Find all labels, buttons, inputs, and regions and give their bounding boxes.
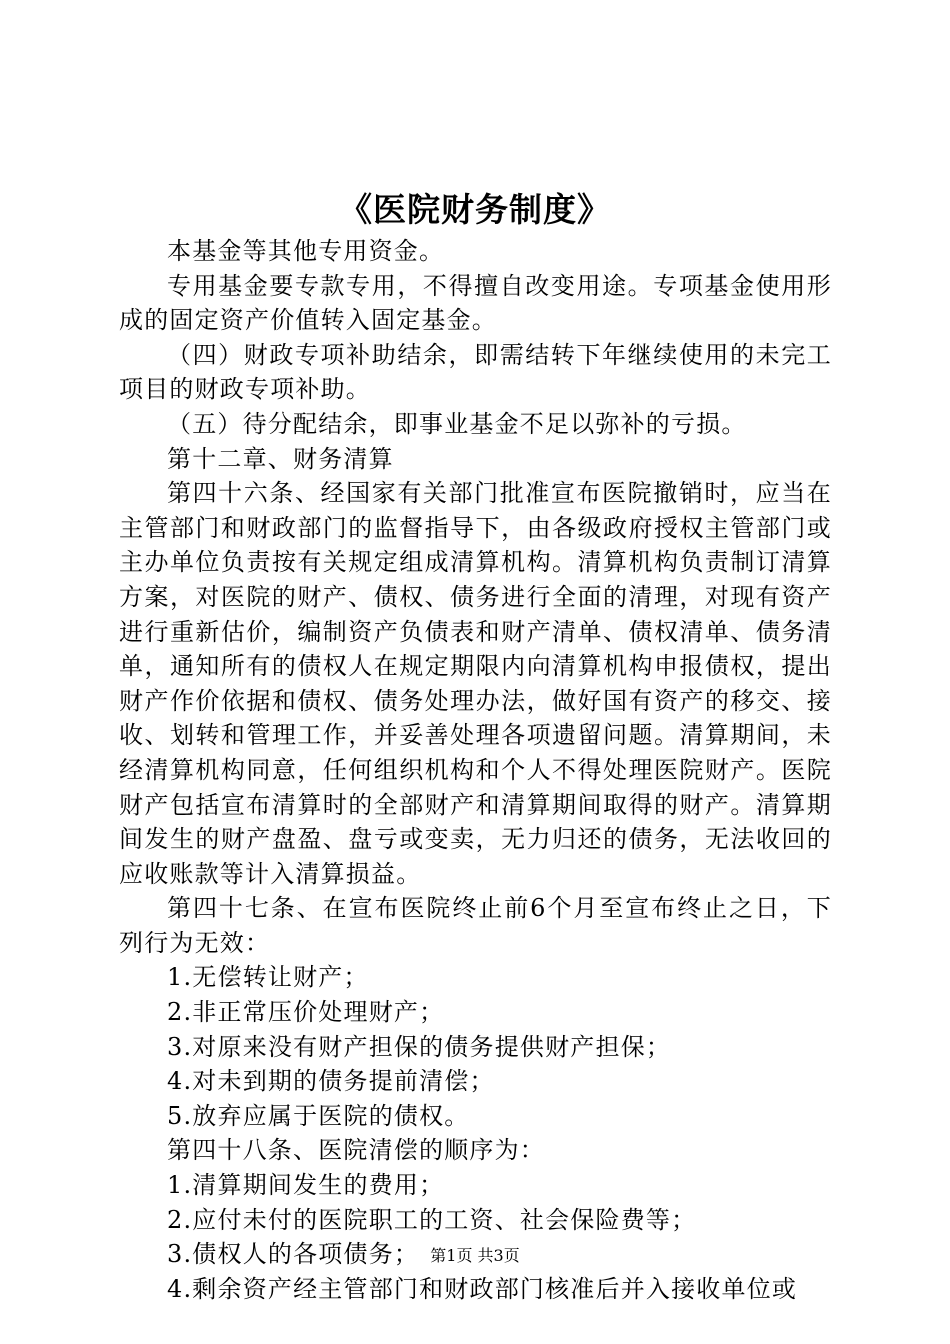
- list-item: 3.债权人的各项债务；: [167, 1240, 420, 1269]
- list-item: 1.无偿转让财产；: [167, 963, 369, 992]
- page-title: 《医院财务制度》: [339, 190, 611, 229]
- paragraph-2: 专用基金要专款专用，不得擅自改变用途。专项基金使用形成的固定资产价值转入固定基金。: [119, 271, 832, 335]
- paragraph-1: 本基金等其他专用资金。: [167, 237, 445, 265]
- list-item: 2.非正常压价处理财产；: [167, 998, 445, 1027]
- paragraph-4: （五）待分配结余，即事业基金不足以弥补的亏损。: [167, 409, 747, 438]
- list-item: 4.剩余资产经主管部门和财政部门核准后并入接收单位或: [167, 1274, 798, 1303]
- page-number-footer: 第1页 共3页: [430, 1246, 520, 1265]
- chapter-heading: 第十二章、财务清算: [167, 444, 394, 473]
- article-46: 第四十六条、经国家有关部门批准宣布医院撤销时，应当在主管部门和财政部门的监督指导下，由各级政府授权主管部门或主办单位负责按有关规定组成清算机构。清算机构负责制订清算方案，对医院的财产、债权、债务进行全面的清理，对现有资产进行重新估价，编制资产负债表和财产清单、债权清单、债务清单，通知所有的债权人在规定期限内向清算机构申报债权，提出财产作价依据和债权、债务处理办法，做好国有资产的移交、接收、划转和管理工作，并妥善处理各项遗留问题。清算期间，未经清算机构同意，任何组织机构和个人不得处理医院财产。医院财产包括宣布清算时的全部财产和清算期间取得的财产。清算期间发生的财产盘盈、盘亏或变卖，无力归还的债务，无法收回的应收账款等计入清算损益。: [119, 479, 832, 888]
- list-item: 4.对未到期的债务提前清偿；: [167, 1067, 495, 1096]
- document-body: [119, 234, 832, 1306]
- article-48: 第四十八条、医院清偿的顺序为：: [167, 1136, 545, 1165]
- list-item: 2.应付未付的医院职工的工资、社会保险费等；: [167, 1205, 697, 1234]
- list-item: 5.放弃应属于医院的债权。: [167, 1101, 470, 1130]
- paragraph-3: （四）财政专项补助结余，即需结转下年继续使用的未完工项目的财政专项补助。: [119, 340, 832, 404]
- article-47: 第四十七条、在宣布医院终止前6个月至宣布终止之日，下列行为无效：: [119, 894, 832, 957]
- list-item: 3.对原来没有财产担保的债务提供财产担保；: [167, 1032, 672, 1061]
- list-item: 1.清算期间发生的费用；: [167, 1171, 445, 1200]
